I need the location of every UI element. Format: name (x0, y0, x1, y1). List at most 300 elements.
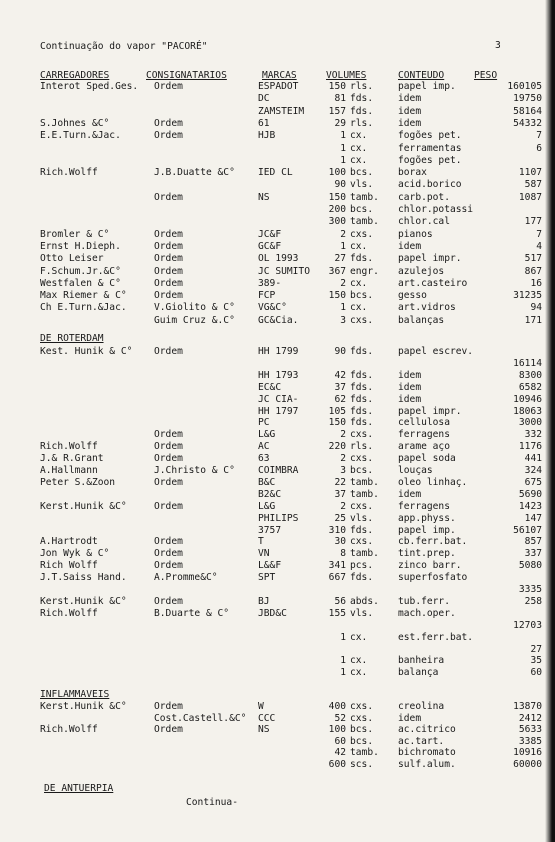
cell-cont: arame aço (398, 441, 450, 453)
cell-marca: CCC (258, 712, 276, 724)
cell-carr: Rich.Wolff (40, 441, 98, 453)
cell-marca: IED CL (258, 167, 293, 179)
cell-cont: ferragens (398, 429, 450, 441)
cell-vol: 25 (334, 512, 346, 524)
cell-marca: 3757 (258, 524, 282, 536)
cell-cons: Ordem (154, 548, 183, 560)
cell-vol: 1 (340, 130, 346, 142)
cell-cont: cellulosa (398, 417, 450, 429)
cell-marca: GC&F (258, 240, 282, 252)
cell-carr: Rich.Wolff (40, 724, 98, 736)
cell-vol: 150 (328, 191, 346, 203)
cell-peso: 60 (530, 667, 542, 679)
cell-vol: 60 (334, 735, 346, 747)
cell-carr: Peter S.&Zoon (40, 476, 116, 488)
cell-vol: 157 (328, 105, 346, 117)
cell-vol: 310 (328, 524, 346, 536)
cell-peso: 517 (524, 253, 542, 265)
cell-cont: papel escrev. (398, 346, 474, 357)
cell-peso: 171 (524, 314, 542, 326)
cell-marca: HH 1797 (258, 405, 299, 417)
cell-cons: Ordem (154, 130, 183, 142)
cell-vol: 1 (340, 302, 346, 314)
cell-vol: 150 (328, 81, 346, 92)
cell-cons: Ordem (154, 253, 183, 265)
cell-unit: cx. (350, 667, 368, 679)
cell-cont: zinco barr. (398, 560, 462, 572)
cell-cont: idem (398, 712, 422, 724)
cell-unit: bcs. (350, 465, 374, 476)
cell-peso: 18063 (513, 405, 542, 417)
cell-carr: S.Johnes &C° (40, 117, 110, 129)
cell-cont: idem (398, 381, 422, 393)
cell-unit: rls. (350, 441, 374, 453)
cell-vol: 1 (340, 240, 346, 252)
cell-vol: 155 (328, 607, 346, 619)
cell-unit: rls. (350, 81, 374, 92)
cell-peso: 7 (536, 228, 542, 240)
cell-peso: 58164 (513, 105, 542, 117)
cell-carr: F.Schum.Jr.&C° (40, 265, 121, 277)
cell-cont: papel soda (398, 453, 456, 465)
cell-vol: 1 (340, 154, 346, 166)
cell-peso: 19750 (513, 93, 542, 105)
cell-cons: Guim Cruz &.C° (154, 314, 235, 326)
cell-unit: rls. (350, 117, 374, 129)
cell-carr: Westfalen & C° (40, 277, 121, 289)
cell-cont: ferramentas (398, 142, 462, 154)
cell-carr: E.E.Turn.&Jac. (40, 130, 121, 142)
cell-vol: 220 (328, 441, 346, 453)
cell-cont: louças (398, 465, 433, 476)
cell-peso: 5690 (518, 488, 542, 500)
cell-peso: 56107 (513, 524, 542, 536)
cell-marca: ZAMSTEIM (258, 105, 305, 117)
cell-unit: cxs. (350, 500, 374, 512)
cell-vol: 600 (328, 759, 346, 770)
cell-unit: vls. (350, 607, 374, 619)
cell-unit: cxs. (350, 536, 374, 548)
cell-cons: Ordem (154, 265, 183, 277)
cell-peso: 27 (530, 643, 542, 655)
cell-marca: AC (258, 441, 270, 453)
cell-cont: idem (398, 93, 422, 105)
cell-marca: NS (258, 191, 270, 203)
header-carregadores: CARREGADORES (40, 70, 110, 81)
cell-unit: bcs. (350, 204, 374, 215)
cell-peso: 16 (530, 277, 542, 289)
cell-carr: A.Hallmann (40, 465, 98, 476)
cell-carr: Rich.Wolff (40, 167, 98, 179)
cell-unit: cx. (350, 142, 368, 154)
cell-cont: fogões pet. (398, 154, 462, 166)
cell-vol: 150 (328, 290, 346, 302)
cell-peso: 13870 (513, 701, 542, 712)
cell-peso: 675 (524, 476, 542, 488)
cell-unit: fds. (350, 381, 374, 393)
cell-cons: J.Christo & C° (154, 465, 235, 476)
cell-marca: L&&F (258, 560, 282, 572)
cell-unit: fds. (350, 105, 374, 117)
cell-cont: bichromato (398, 747, 456, 759)
cell-unit: vls. (350, 179, 374, 191)
cell-peso: 54332 (513, 117, 542, 129)
cell-cons: J.B.Duatte &C° (154, 167, 235, 179)
cell-unit: cxs. (350, 429, 374, 441)
cell-vol: 29 (334, 117, 346, 129)
cell-peso: 12703 (513, 619, 542, 631)
cell-vol: 2 (340, 453, 346, 465)
cell-cont: carb.pot. (398, 191, 450, 203)
cell-peso: 1176 (518, 441, 542, 453)
cell-peso: 587 (524, 179, 542, 191)
cell-vol: 8 (340, 548, 346, 560)
cell-vol: 150 (328, 417, 346, 429)
cell-peso: 147 (524, 512, 542, 524)
cell-unit: fds. (350, 572, 374, 584)
cell-marca: SPT (258, 572, 276, 584)
cell-cont: idem (398, 488, 422, 500)
cell-vol: 37 (334, 488, 346, 500)
cell-marca: ESPADOT (258, 81, 299, 92)
cell-cons: Ordem (154, 228, 183, 240)
cell-carr: Rich.Wolff (40, 607, 98, 619)
cell-carr: Kerst.Hunik &C° (40, 500, 127, 512)
cell-vol: 200 (328, 204, 346, 215)
cell-peso: 7 (536, 130, 542, 142)
cell-cons: Ordem (154, 453, 183, 465)
cell-cont: art.casteiro (398, 277, 468, 289)
cell-cont: borax (398, 167, 427, 179)
cell-cont: fogões pet. (398, 130, 462, 142)
cell-marca: NS (258, 724, 270, 736)
cell-cons: Ordem (154, 500, 183, 512)
cell-peso: 441 (524, 453, 542, 465)
cell-vol: 27 (334, 253, 346, 265)
cell-unit: tamb. (350, 216, 379, 228)
cell-vol: 90 (334, 346, 346, 357)
cell-unit: cx. (350, 240, 368, 252)
cell-marca: COIMBRA (258, 465, 299, 476)
cell-marca: BJ (258, 595, 270, 607)
cell-unit: fds. (350, 346, 374, 357)
cell-cons: Ordem (154, 117, 183, 129)
cell-unit: tamb. (350, 548, 379, 560)
cell-vol: 105 (328, 405, 346, 417)
cell-vol: 341 (328, 560, 346, 572)
cell-unit: tamb. (350, 488, 379, 500)
cell-cont: idem (398, 369, 422, 381)
cell-peso: 6 (536, 142, 542, 154)
cell-marca: B2&C (258, 488, 282, 500)
cell-cont: gesso (398, 290, 427, 302)
cell-vol: 90 (334, 179, 346, 191)
cell-peso: 94 (530, 302, 542, 314)
cell-marca: 61 (258, 117, 270, 129)
cell-unit: cxs. (350, 314, 374, 326)
cell-marca: 389- (258, 277, 282, 289)
continuation-note: Continua- (186, 797, 238, 808)
cell-peso: 10916 (513, 747, 542, 759)
cell-peso: 337 (524, 548, 542, 560)
cell-cont: chlor.cal (398, 216, 450, 228)
cell-vol: 30 (334, 536, 346, 548)
cell-cont: creolina (398, 701, 445, 712)
cell-peso: 177 (524, 216, 542, 228)
cell-marca: GC&Cia. (258, 314, 299, 326)
cell-cont: app.physs. (398, 512, 456, 524)
cell-unit: tamb. (350, 747, 379, 759)
section-title-antuerpia: DE ANTUERPIA (44, 783, 114, 794)
cell-cons: B.Duarte & C° (154, 607, 230, 619)
header-conteudo: CONTEUDO (398, 70, 445, 81)
cell-vol: 62 (334, 393, 346, 405)
cell-marca: JC CIA- (258, 393, 299, 405)
cell-cont: ac.citrico (398, 724, 456, 736)
cell-vol: 37 (334, 381, 346, 393)
cell-cont: papel impr. (398, 405, 462, 417)
cell-peso: 2412 (518, 712, 542, 724)
cell-carr: Kerst.Hunik &C° (40, 595, 127, 607)
cell-peso: 60000 (513, 759, 542, 770)
cell-marca: B&C (258, 476, 276, 488)
cell-cont: papel impr. (398, 253, 462, 265)
cell-peso: 1087 (518, 191, 542, 203)
cell-vol: 1 (340, 667, 346, 679)
cell-unit: bcs. (350, 290, 374, 302)
cell-vol: 2 (340, 500, 346, 512)
cell-cont: sulf.alum. (398, 759, 456, 770)
cell-unit: vls. (350, 512, 374, 524)
cell-peso: 1423 (518, 500, 542, 512)
cell-cons: Ordem (154, 536, 183, 548)
cell-cont: mach.oper. (398, 607, 456, 619)
cell-peso: 160105 (507, 81, 542, 92)
cell-peso: 857 (524, 536, 542, 548)
cell-peso: 35 (530, 655, 542, 667)
cell-peso: 3000 (518, 417, 542, 429)
cell-vol: 52 (334, 712, 346, 724)
cell-cons: Ordem (154, 724, 183, 736)
cell-carr: Otto Leiser (40, 253, 104, 265)
section-title-inflammaveis: INFLAMMAVEIS (40, 689, 110, 700)
cell-carr: Rich Wolff (40, 560, 98, 572)
cell-unit: fds. (350, 393, 374, 405)
cell-cont: idem (398, 117, 422, 129)
cell-vol: 56 (334, 595, 346, 607)
cell-vol: 2 (340, 228, 346, 240)
cell-carr: Max Riemer & C° (40, 290, 127, 302)
cell-cont: chlor.potassi (398, 204, 474, 215)
header-volumes: VOLUMES (326, 70, 367, 81)
cell-cons: Ordem (154, 81, 183, 92)
page-title: Continuação do vapor "PACORÉ" (40, 41, 208, 52)
cell-marca: JC SUMITO (258, 265, 310, 277)
cell-cont: tint.prep. (398, 548, 456, 560)
cell-peso: 6582 (518, 381, 542, 393)
cell-peso: 5633 (518, 724, 542, 736)
cell-peso: 3335 (518, 584, 542, 595)
header-peso: PESO (474, 70, 498, 81)
cell-cons: A.Promme&C° (154, 572, 218, 584)
cell-cont: papel imp. (398, 81, 456, 92)
cell-marca: HH 1799 (258, 346, 299, 357)
cell-cont: cb.ferr.bat. (398, 536, 468, 548)
cell-peso: 31235 (513, 290, 542, 302)
cell-unit: pcs. (350, 560, 374, 572)
cell-carr: Ernst H.Dieph. (40, 240, 121, 252)
cell-marca: L&G (258, 500, 276, 512)
cell-cont: idem (398, 393, 422, 405)
cell-unit: fds. (350, 369, 374, 381)
cell-vol: 1 (340, 631, 346, 643)
cell-peso: 324 (524, 465, 542, 476)
cell-marca: OL 1993 (258, 253, 299, 265)
cell-marca: L&G (258, 429, 276, 441)
cell-cont: art.vidros (398, 302, 456, 314)
cell-cont: ferragens (398, 500, 450, 512)
cell-vol: 1 (340, 142, 346, 154)
page-number: 3 (495, 40, 501, 51)
cell-unit: cx. (350, 277, 368, 289)
cell-unit: fds. (350, 93, 374, 105)
cell-cont: azulejos (398, 265, 445, 277)
cell-unit: cx. (350, 130, 368, 142)
cell-unit: scs. (350, 759, 374, 770)
cell-unit: tamb. (350, 476, 379, 488)
cell-unit: bcs. (350, 724, 374, 736)
cell-cons: Ordem (154, 346, 183, 357)
cell-vol: 3 (340, 465, 346, 476)
cell-vol: 42 (334, 369, 346, 381)
header-consignatarios: CONSIGNATARIOS (146, 70, 227, 81)
cell-cons: Ordem (154, 290, 183, 302)
cell-carr: J.& R.Grant (40, 453, 104, 465)
cell-cont: idem (398, 105, 422, 117)
cell-cont: oleo linhaç. (398, 476, 468, 488)
cell-vol: 367 (328, 265, 346, 277)
cell-carr: Interot Sped.Ges. (40, 81, 139, 92)
cell-carr: Jon Wyk & C° (40, 548, 110, 560)
cell-vol: 42 (334, 747, 346, 759)
cell-marca: HJB (258, 130, 276, 142)
cell-unit: cx. (350, 631, 368, 643)
cell-unit: cx. (350, 302, 368, 314)
cell-peso: 16114 (513, 357, 542, 369)
cell-vol: 81 (334, 93, 346, 105)
cell-carr: Ch E.Turn.&Jac. (40, 302, 127, 314)
cell-cont: est.ferr.bat. (398, 631, 474, 643)
cell-marca: DC (258, 93, 270, 105)
cell-marca: PC (258, 417, 270, 429)
cell-peso: 867 (524, 265, 542, 277)
cell-peso: 332 (524, 429, 542, 441)
cell-unit: fds. (350, 524, 374, 536)
cell-unit: cxs. (350, 453, 374, 465)
cell-unit: fds. (350, 417, 374, 429)
cell-peso: 3385 (518, 735, 542, 747)
cell-cons: Ordem (154, 560, 183, 572)
cell-vol: 22 (334, 476, 346, 488)
cell-cont: banheira (398, 655, 445, 667)
cell-cont: idem (398, 240, 422, 252)
cell-marca: JC&F (258, 228, 282, 240)
cell-cons: V.Giolito & C° (154, 302, 235, 314)
cell-marca: EC&C (258, 381, 282, 393)
cell-marca: PHILIPS (258, 512, 299, 524)
cell-marca: HH 1793 (258, 369, 299, 381)
cell-cont: superfosfato (398, 572, 468, 584)
cell-vol: 400 (328, 701, 346, 712)
cell-unit: fds. (350, 405, 374, 417)
cell-peso: 4 (536, 240, 542, 252)
cell-unit: cx. (350, 655, 368, 667)
cell-unit: engr. (350, 265, 379, 277)
cell-cons: Ordem (154, 240, 183, 252)
cell-cons: Ordem (154, 595, 183, 607)
cell-marca: JBD&C (258, 607, 287, 619)
cell-cons: Ordem (154, 441, 183, 453)
scan-edge-shadow (545, 0, 555, 842)
cell-vol: 100 (328, 167, 346, 179)
cell-peso: 258 (524, 595, 542, 607)
cell-vol: 2 (340, 429, 346, 441)
cell-carr: A.Hartrodt (40, 536, 98, 548)
section-title-roterdam: DE ROTERDAM (40, 333, 104, 344)
header-marcas: MARCAS (262, 70, 297, 81)
cell-cont: acid.borico (398, 179, 462, 191)
cell-carr: Kerst.Hunik &C° (40, 701, 127, 712)
cell-peso: 5080 (518, 560, 542, 572)
cell-marca: T (258, 536, 264, 548)
cell-vol: 100 (328, 724, 346, 736)
cell-cons: Cost.Castell.&C° (154, 712, 247, 724)
cell-vol: 667 (328, 572, 346, 584)
cell-unit: bcs. (350, 735, 374, 747)
cell-unit: tamb. (350, 191, 379, 203)
cell-cons: Ordem (154, 277, 183, 289)
cell-vol: 1 (340, 655, 346, 667)
cell-cons: Ordem (154, 429, 183, 441)
cell-vol: 300 (328, 216, 346, 228)
cell-unit: cxs. (350, 701, 374, 712)
cell-carr: Kest. Hunik & C° (40, 346, 133, 357)
cell-marca: 63 (258, 453, 270, 465)
cell-marca: VG&C° (258, 302, 287, 314)
cell-marca: W (258, 701, 264, 712)
cell-carr: J.T.Saiss Hand. (40, 572, 127, 584)
cell-cont: pianos (398, 228, 433, 240)
cell-unit: bcs. (350, 167, 374, 179)
cell-unit: abds. (350, 595, 379, 607)
cell-peso: 1107 (518, 167, 542, 179)
cell-marca: VN (258, 548, 270, 560)
cell-vol: 3 (340, 314, 346, 326)
cell-unit: cxs. (350, 712, 374, 724)
cell-peso: 10946 (513, 393, 542, 405)
cell-carr: Bromler & C° (40, 228, 110, 240)
cell-cons: Ordem (154, 701, 183, 712)
cell-cont: tub.ferr. (398, 595, 450, 607)
cell-vol: 2 (340, 277, 346, 289)
cell-unit: fds. (350, 253, 374, 265)
cell-cons: Ordem (154, 191, 183, 203)
cell-peso: 8300 (518, 369, 542, 381)
cell-marca: FCP (258, 290, 276, 302)
cell-cont: ac.tart. (398, 735, 445, 747)
cell-cons: Ordem (154, 476, 183, 488)
cell-unit: cxs. (350, 228, 374, 240)
